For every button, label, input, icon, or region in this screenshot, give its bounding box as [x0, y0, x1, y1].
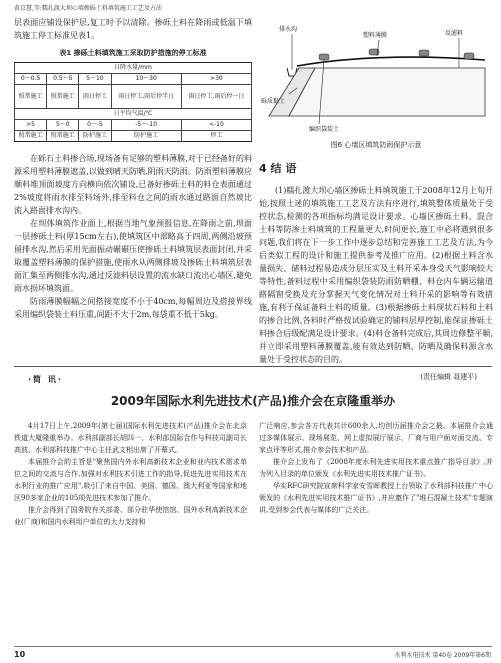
- section-divider: [14, 366, 492, 367]
- table-cell: 照常施工: [47, 131, 79, 142]
- table-cell: 0～-5: [79, 120, 111, 131]
- table-cell: 防护施工: [79, 131, 111, 142]
- sandbag-shape: [419, 50, 429, 56]
- table-cell: 雨日停工,雨后停半日: [111, 85, 181, 109]
- conclusion-paragraph: (1)糯扎渡大坝心墙区掺砾土料填筑施工于2008年12月上旬开始,按照土迷的填筑施工工艺及方法有序进行,填筑整体质量处于受控状态,检测的各项指标均满足设计要求。心墙区掺砾土料、混合土料等防渗土料填筑的工程量更大,时间更长,施工中必将遇到很多问题,我们将在下一步工作中逐步总结和完善施工工艺及方法,为今后类似工程的设计和施工提供参考及推广应用。(2)根据土料含水量损失、储料过程易造成分层压实及土料开采本身受天气影响较大等特性,备料过程中采用编织袋装防雨防晒棚、料仓内车辆运输道路隔窗受换及充分掌握天气变化情况对土料开采的影响等有效措施,有利于保证备料土料的质量。(3)根据掺砾土料现状石料和土料的掺合比例,各料时严格按试验确定的铺料层厚控制,能保证掺砾土料掺合后级配满足设计要求。(4)料仓备料完成后,其周边修整平顺,并立即采用塑料薄膜覆盖,能有效达到防晒、防晒及确保料源含水量处于受控状态的目的。: [259, 186, 493, 364]
- news-paragraph: 本届推介会的主旨是"聚焦国内外水利高新技术企业和业内技术需求单位之间的交流与合作,加强对水利技术引进工作的指导,促进先进实用技术在水利行业的推广应用",吸引了来自中国、美国、德国、澳大利亚等国家和地区90多家企业的105项先进技术参加了推介。: [14, 458, 247, 502]
- sandbag-shape: [464, 53, 474, 59]
- running-head: 黄京慧,等:糯扎渡大坝心墙掺砾土料填筑施工工艺及方法: [14, 5, 162, 12]
- intro-paragraph: 层表面应铺设保护层,复工时予以清除。掺砾土料在降雨或低温下填筑施工停工标准见表1。: [14, 18, 252, 40]
- sandbag-shape: [319, 54, 329, 60]
- table-row: [15, 120, 252, 131]
- body-paragraph: 在坝体填筑作业面上,根据当地气象预报信息,在降雨之前,坝面一层掺砾土料(厚15cm左右),使填筑区中部略高于四周,两侧沿坡预留排水沟,然后采用光面振动碾碾压使掺砾土料填筑层表面封闭,并采取覆盖塑料薄膜的保护措施,使雨水从两侧排坡及掺砾土料填筑层表面汇集至两侧排水沟,通过反滤料层设置的流水缺口流出心墙区,避免雨水损坏填筑面。: [14, 219, 252, 293]
- news-title: 2009年国际水利先进技术(产品)推介会在京隆重举办: [110, 394, 396, 408]
- table-cell: 0.5～5: [47, 74, 79, 85]
- left-column: [14, 16, 252, 321]
- rain-protection-figure: [259, 16, 493, 136]
- news-paragraph: 华实RFC研究院宣席科学家安雪晖教授上台领取了水利部科技推广中心颁发的《水利先进实用技术推广证书》,并应邀作了"堆石混凝土技术"专题演讲,受到参会代表与媒体的广泛关注。: [259, 482, 493, 514]
- rain-header-cell: 日降水量/mm: [15, 63, 252, 74]
- news-paragraph: 4月17日上午,2009年(第七届)国际水利先进技术(产品)推介会在北京铁道大厦隆重举办。水利部副部长胡四一、水利部国际合作与科技司副司长高波、水利部科技推广中心主任武文相出席了开幕式。: [14, 422, 247, 454]
- news-tag: ·简 讯·: [28, 375, 63, 384]
- table-cell: -5～-10: [111, 120, 181, 131]
- footer-rule: [14, 646, 492, 647]
- table-row: [15, 74, 252, 85]
- news-right-column: [259, 420, 493, 516]
- table-cell: 防护施工: [111, 131, 181, 142]
- label-drain: 排水沟: [279, 26, 298, 33]
- table-title: 表1 掺砾土料填筑施工采取防护措施的停工标准: [59, 49, 207, 57]
- news-paragraph: 推介会得到了国务院有关部委、部分驻华使馆馆、国外水利高新技术企业(厂商)和国内水利用户单位的大力支持和: [14, 506, 247, 526]
- page-number: 10: [14, 650, 26, 659]
- table-cell: 照常施工: [47, 85, 79, 109]
- table-cell: >5: [15, 120, 47, 131]
- label-clay: 砾质黏土: [261, 98, 286, 105]
- table-cell: 5～10: [79, 74, 111, 85]
- right-column: [259, 16, 493, 382]
- table-row: [15, 131, 252, 142]
- table-cell: 照常施工: [15, 85, 47, 109]
- table-cell: 5～0: [47, 120, 79, 131]
- table-cell: 雨日停工: [79, 85, 111, 109]
- table-row: [15, 109, 252, 120]
- table-cell: 10～30: [111, 74, 181, 85]
- table-row: [15, 63, 252, 74]
- label-filter: 反滤料: [445, 30, 464, 37]
- label-membrane: 塑料薄膜: [363, 32, 388, 39]
- table-cell: 停工: [181, 131, 251, 142]
- table-cell: 0～0.5: [15, 74, 47, 85]
- news-paragraph: 推介会上发布了《2008年度水利先进实用技术重点推广指导目录》,并为列入目录的单位颁发《水利先进实用技术推广证书》。: [259, 458, 493, 478]
- stop-work-table: [14, 62, 252, 142]
- clay-core-shape: [289, 68, 485, 116]
- journal-info: 水利水电技术 第40卷 2009年第6期: [394, 652, 491, 659]
- table-cell: >30: [181, 74, 251, 85]
- body-paragraph: 防雨薄膜幅幅之间搭接宽度不小于40cm,每幅周边及搭接界线采用编织袋装土料压重,间距不大于2m,每袋重不低于5kg。: [14, 297, 252, 319]
- table-cell: 雨日停工,雨后停一日: [181, 85, 251, 109]
- body-paragraph: 在砾石土料掺合场,现场备有足够的塑料薄膜,对于已经备好的料源采用塑料薄膜遮盖,以做到晴天防晒,阴雨天防雨。防雨塑料薄膜应顺料堆顶面坡度方向横向依次铺设,已备好掺砾土料的料仓表面通过2%坡度将雨水排至料场外,排至料仓之间的雨水通过路面自然坡比流入路面排水沟内。: [14, 154, 252, 215]
- table-cell: <-10: [181, 120, 251, 131]
- label-sandbag: 编织袋装土: [309, 126, 340, 133]
- section-heading: 4 结 语: [259, 162, 297, 175]
- news-paragraph: 广泛响应,参会各方代表共计600余人,均创历届推介会之最。本届推介会通过多媒体展示、现场展览、网上虚拟展厅展示、厂商与用户面对面交流、专家点评等形式,推介参会技术和产品。: [259, 422, 493, 454]
- temp-header-cell: 日平均气温/℃: [15, 109, 252, 120]
- editor-note: (责任编辑 聂建平): [420, 373, 477, 381]
- table-row: [15, 85, 252, 109]
- table-cell: 照常施工: [15, 131, 47, 142]
- figure-caption: 图6 心墙区填筑防雨保护示意: [330, 141, 422, 149]
- news-left-column: [14, 420, 247, 528]
